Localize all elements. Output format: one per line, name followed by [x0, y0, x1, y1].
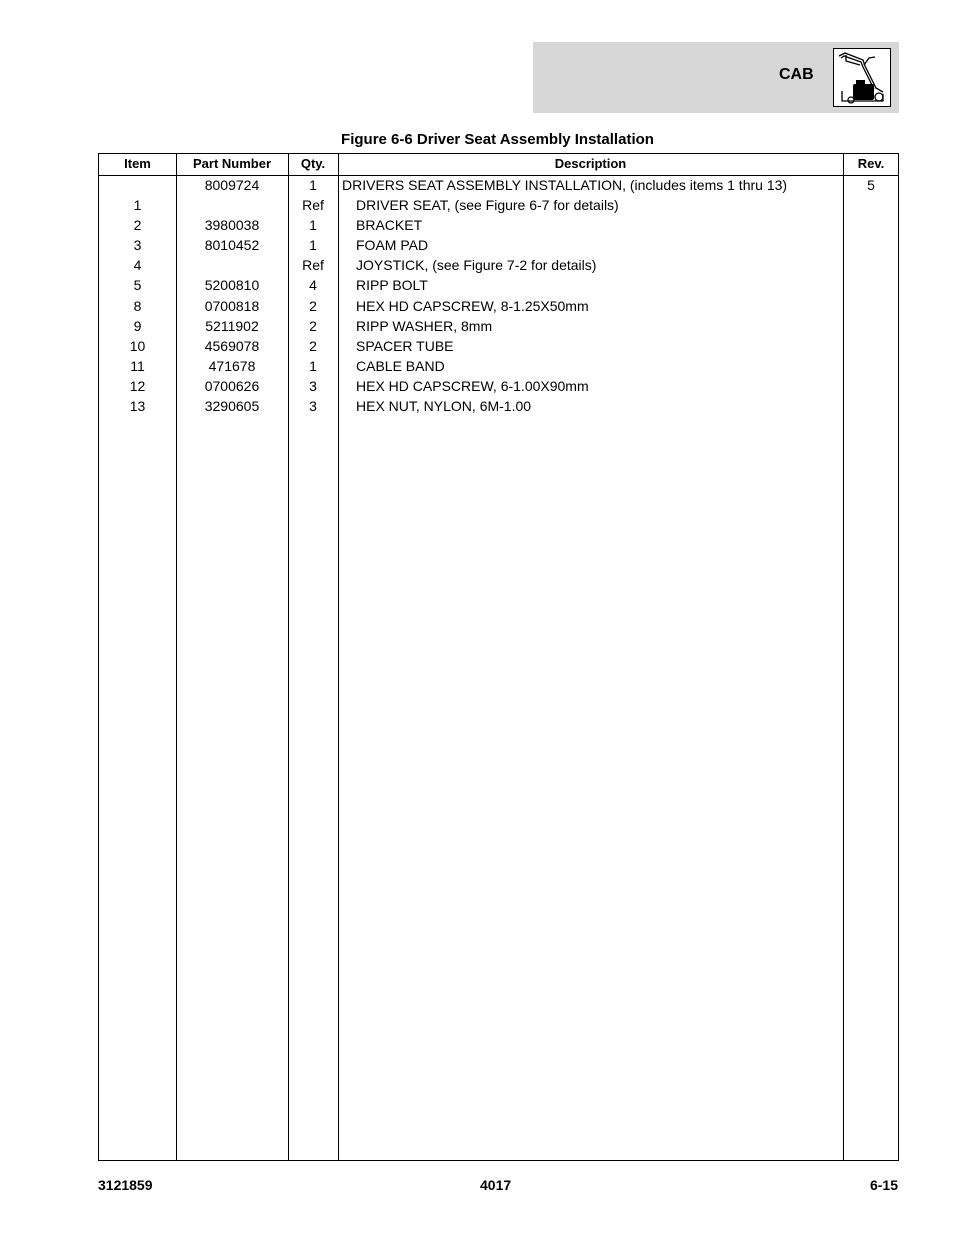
description-cell: SPACER TUBE: [356, 337, 454, 354]
description-cell: JOYSTICK, (see Figure 7-2 for details): [356, 257, 597, 274]
rev-cell: 5: [867, 177, 875, 193]
description-cell: DRIVER SEAT, (see Figure 6-7 for details): [356, 197, 619, 214]
table-row: [99, 316, 898, 336]
description-cell: DRIVERS SEAT ASSEMBLY INSTALLATION, (includes items 1 thru 13): [342, 177, 788, 193]
description-cell: HEX HD CAPSCREW, 8-1.25X50mm: [356, 297, 589, 314]
item-cell: 10: [129, 337, 146, 354]
part-number-cell: 5200810: [204, 277, 260, 294]
header-item: Item: [124, 156, 151, 171]
item-cell: 4: [133, 257, 142, 274]
description-cell: HEX HD CAPSCREW, 6-1.00X90mm: [356, 377, 589, 394]
item-cell: 13: [129, 398, 146, 415]
qty-cell: 1: [309, 177, 317, 193]
table-row: [99, 195, 898, 215]
table-row: [99, 376, 898, 396]
description-cell: RIPP BOLT: [356, 277, 428, 294]
table-row: [99, 336, 898, 356]
item-cell: 11: [130, 357, 145, 374]
part-number-cell: 8010452: [204, 237, 260, 254]
qty-cell: 2: [309, 317, 317, 334]
part-number-cell: 8009724: [204, 177, 260, 193]
table-row: [99, 175, 898, 195]
qty-cell: 2: [309, 297, 317, 314]
part-number-cell: 0700818: [204, 297, 260, 314]
description-cell: CABLE BAND: [356, 357, 445, 374]
footer-page-number: 6-15: [869, 1177, 898, 1193]
qty-cell: 4: [309, 277, 317, 294]
item-cell: 8: [133, 297, 142, 314]
qty-cell: 3: [309, 398, 317, 415]
item-cell: 12: [129, 377, 146, 394]
parts-table: [98, 153, 899, 1161]
item-cell: 1: [133, 197, 142, 214]
qty-cell: 1: [309, 217, 317, 234]
qty-cell: 1: [309, 237, 317, 254]
table-row: [99, 396, 898, 416]
table-row: [99, 235, 898, 255]
part-number-cell: 0700626: [204, 377, 260, 394]
header-part-number: Part Number: [192, 156, 272, 171]
footer-doc-number: 3121859: [98, 1177, 153, 1193]
description-cell: BRACKET: [356, 217, 423, 234]
qty-cell: 3: [309, 377, 317, 394]
section-title: CAB: [779, 66, 814, 83]
item-cell: 3: [133, 237, 142, 254]
qty-cell: Ref: [302, 257, 324, 274]
part-number-cell: 4569078: [204, 337, 260, 354]
table-body: [99, 175, 898, 416]
item-cell: 2: [133, 217, 142, 234]
description-cell: FOAM PAD: [356, 237, 429, 254]
header-rev: Rev.: [857, 156, 885, 171]
table-row: [99, 255, 898, 275]
item-cell: 9: [133, 317, 142, 334]
machine-cab-icon: [833, 48, 891, 107]
description-cell: HEX NUT, NYLON, 6M-1.00: [356, 398, 532, 415]
part-number-cell: 471678: [208, 357, 256, 374]
qty-cell: Ref: [302, 197, 324, 214]
header-description: Description: [554, 156, 627, 171]
figure-title: Figure 6-6 Driver Seat Assembly Installation: [341, 131, 654, 148]
table-row: [99, 356, 898, 376]
description-cell: RIPP WASHER, 8mm: [356, 317, 493, 334]
part-number-cell: 3980038: [204, 217, 260, 234]
table-row: [99, 275, 898, 295]
table-row: [99, 296, 898, 316]
part-number-cell: 3290605: [204, 398, 260, 415]
part-number-cell: 5211902: [205, 317, 259, 334]
footer-model: 4017: [480, 1177, 512, 1193]
item-cell: 5: [133, 277, 142, 294]
qty-cell: 1: [309, 357, 317, 374]
header-qty: Qty.: [300, 156, 326, 171]
qty-cell: 2: [309, 337, 317, 354]
table-row: [99, 215, 898, 235]
